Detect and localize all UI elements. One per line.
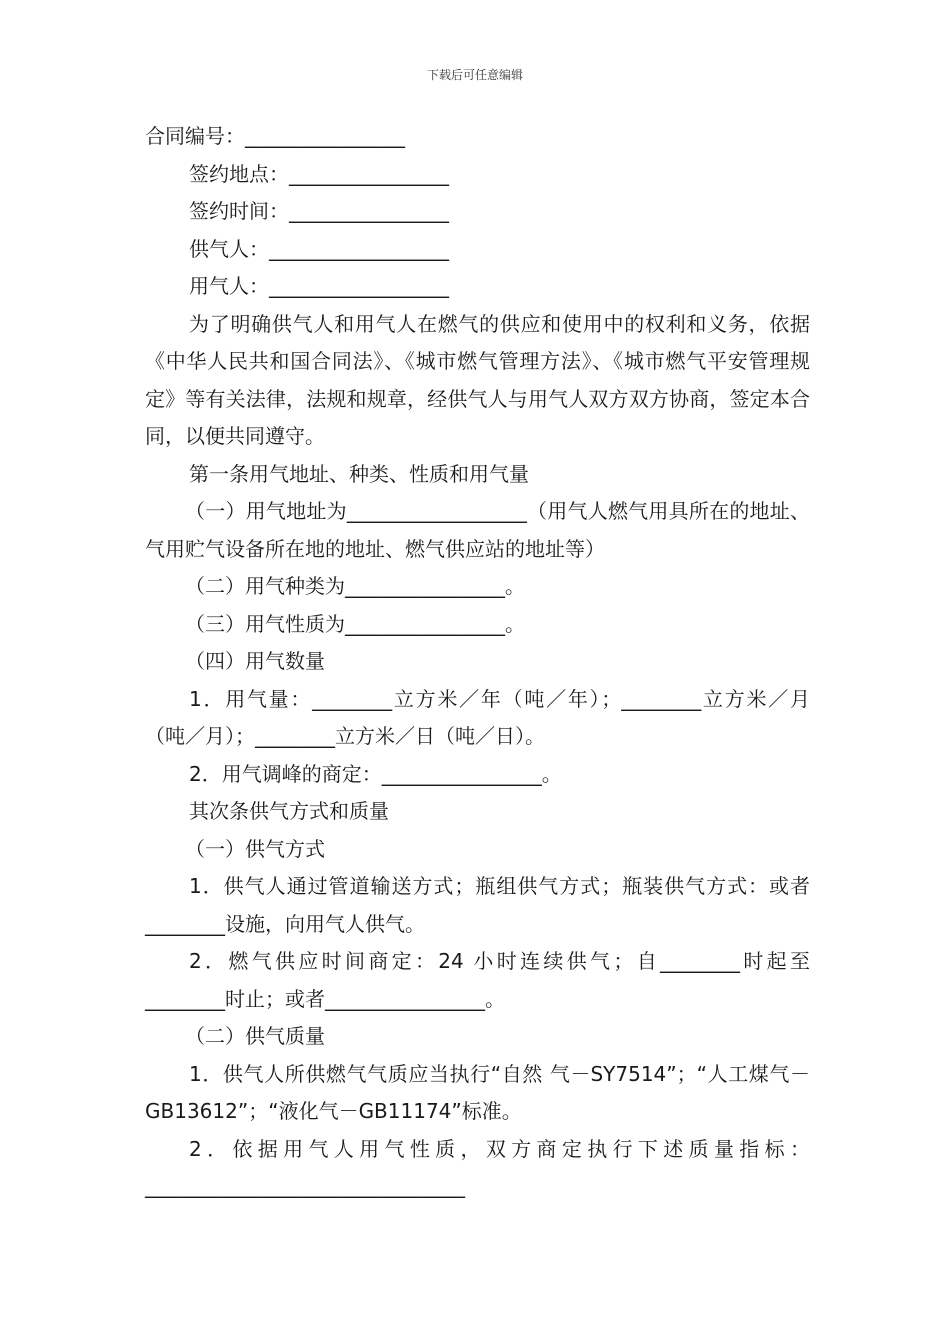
- preamble-paragraph: 为了明确供气人和用气人在燃气的供应和使用中的权利和义务，依据《中华人民共和国合同法》、《城市燃气管理方法》、《城市燃气平安管理规定》等有关法律，法规和规章，经供气人与用气人双方双方协商，签定本合同，以便共同遵守。: [145, 311, 810, 448]
- signing-time-line: 签约时间：________________: [189, 199, 449, 223]
- gas-address-paragraph: （一）用气地址为__________________（用气人燃气用具所在的地址、气用贮气设备所在地的地址、燃气供应站的地址等）: [145, 499, 810, 561]
- article-2-heading: 其次条供气方式和质量: [189, 799, 389, 823]
- gas-type-line: （二）用气种类为________________。: [185, 574, 525, 598]
- supplier-line: 供气人：__________________: [189, 236, 449, 261]
- quality-indicator-paragraph: 2．依据用气人用气性质，双方商定执行下述质量指标：________________________________: [145, 1136, 810, 1198]
- supply-quality-heading: （二）供气质量: [185, 1024, 325, 1048]
- supply-method-paragraph: 1．供气人通过管道输送方式；瓶组供气方式；瓶装供气方式：或者________设施，向用气人供气。: [145, 874, 810, 936]
- article-1-heading: 第一条用气地址、种类、性质和用气量: [189, 461, 529, 486]
- signing-place-line: 签约地点：________________: [189, 161, 449, 186]
- user-line: 用气人：__________________: [189, 274, 449, 298]
- supply-time-paragraph: 2．燃气供应时间商定：24 小时连续供气；自________时起至________时止；或者________________。: [145, 949, 810, 1011]
- quality-standard-paragraph: 1．供气人所供燃气气质应当执行“自然 气－SY7514”；“人工煤气－GB13612”；“液化气－GB11174”标准。: [145, 1061, 810, 1123]
- peak-regulation-line: 2．用气调峰的商定：________________。: [189, 761, 562, 786]
- contract-number-line: 合同编号：________________: [145, 124, 405, 148]
- gas-volume-paragraph: 1．用气量：________立方米／年（吨／年）；________立方米／月（吨／月）；________立方米／日（吨／日）。: [145, 686, 810, 748]
- gas-quantity-heading: （四）用气数量: [185, 649, 325, 673]
- contract-body: [145, 118, 810, 1206]
- gas-nature-line: （三）用气性质为________________。: [185, 611, 525, 636]
- page-header: 下载后可任意编辑: [426, 68, 523, 82]
- supply-method-heading: （一）供气方式: [185, 836, 325, 861]
